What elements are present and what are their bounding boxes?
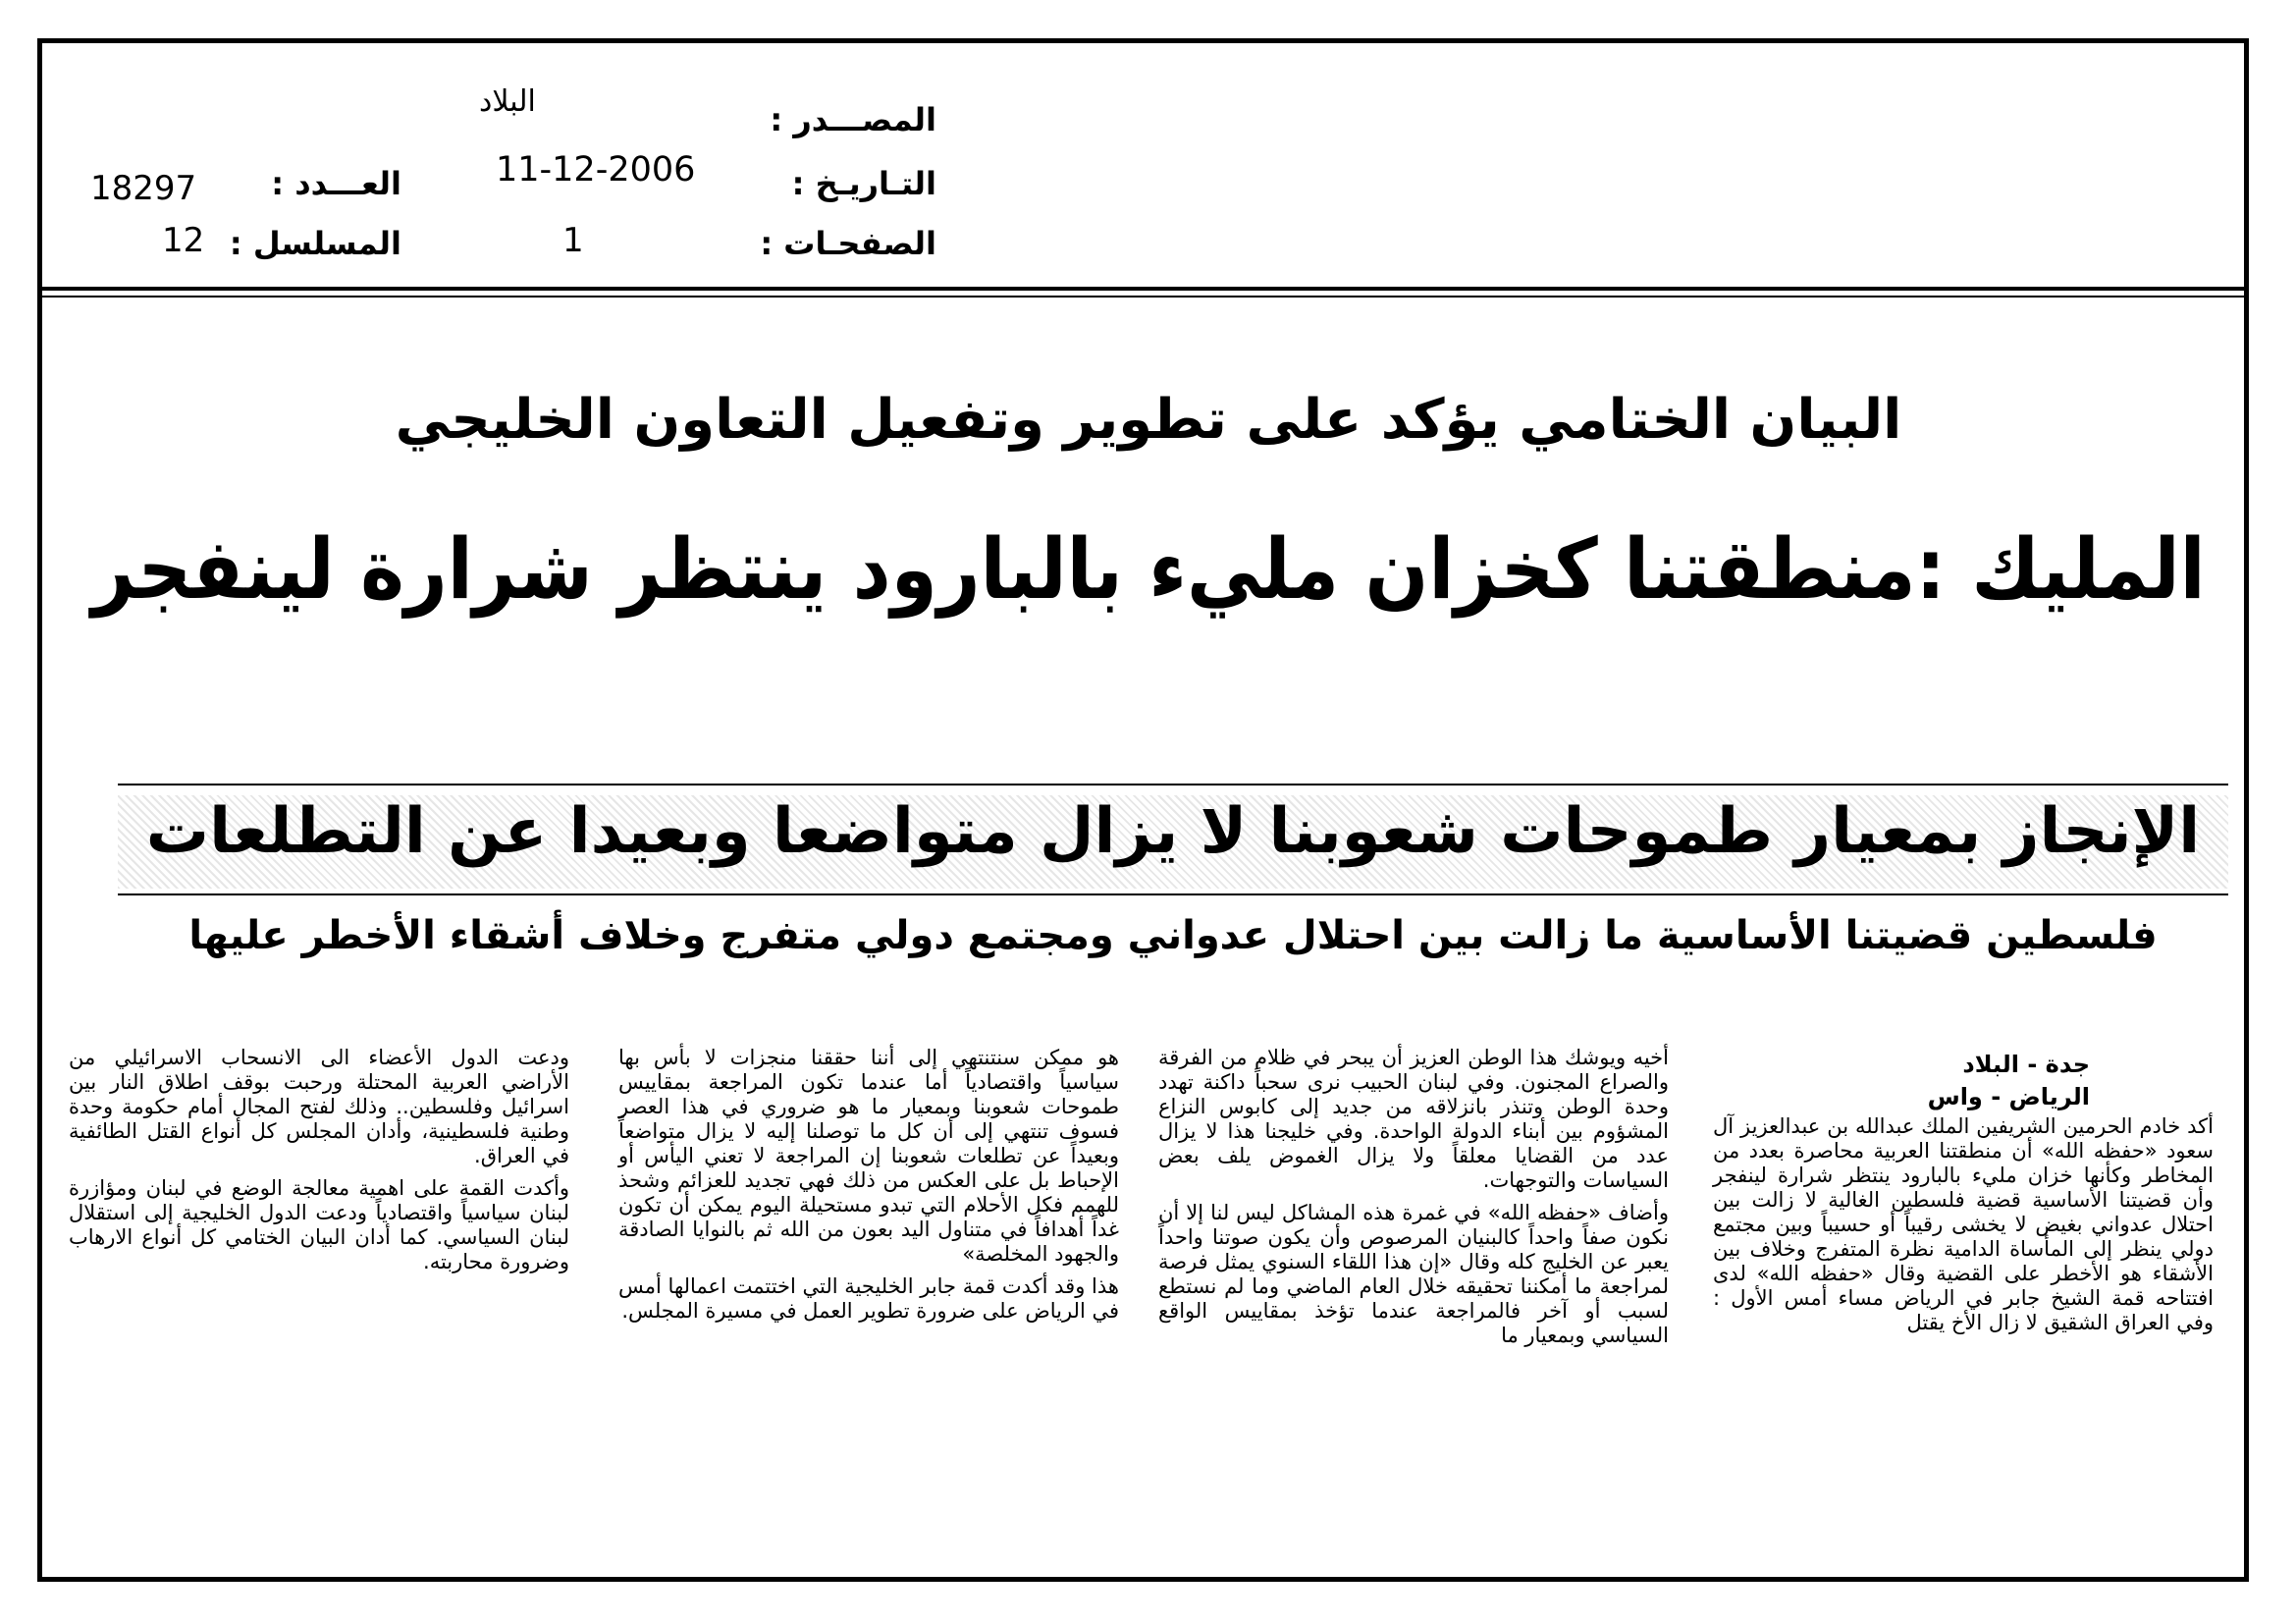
dateline-jeddah: جدة - البلاد bbox=[1962, 1051, 2090, 1078]
issue-value: 18297 bbox=[90, 169, 197, 208]
article-column-3 bbox=[618, 1046, 1119, 1324]
col4-paragraph-2: وأكدت القمة على اهمية معالجة الوضع في لبنان ومؤازرة لبنان سياسياً واقتصادياً ودعت الدول الخليجية إلى استقلال لبنان السياسي. كما أدان البيان الختامي كل أنواع الارهاب وضرورة محاربته. bbox=[69, 1176, 569, 1273]
header-divider bbox=[37, 287, 2249, 298]
date-label: التـاريـخ : bbox=[791, 165, 936, 202]
issue-label: العـــدد : bbox=[271, 165, 401, 202]
col2-paragraph-2: وأضاف «حفظه الله» في غمرة هذه المشاكل ليس لنا إلا أن نكون صفاً واحداً كالبنيان المرصوص وأن يكون صوتنا واحداً يعبر عن الخليج كله وقال «إن هذا اللقاء السنوي يمثل فرصة لمراجعة ما أمكننا تحقيقه خلال العام الماضي وما لم نستطع لسبب أو آخر فالمراجعة عندما تؤخذ بمقاييس الواقع السياسي وبمعيار ما bbox=[1158, 1201, 1669, 1347]
headline-kicker: البيان الختامي يؤكد على تطوير وتفعيل التعاون الخليجي bbox=[395, 388, 1902, 452]
secondary-headline: فلسطين قضيتنا الأساسية ما زالت بين احتلال عدواني ومجتمع دولي متفرج وخلاف أشقاء الأخطر عليها bbox=[188, 913, 2158, 958]
article-column-2 bbox=[1158, 1046, 1669, 1348]
col3-paragraph-2: هذا وقد أكدت قمة جابر الخليجية التي اختتمت اعمالها أمس في الرياض على ضرورة تطوير العمل في مسيرة المجلس. bbox=[618, 1274, 1119, 1323]
dateline-riyadh: الرياض - واس bbox=[1927, 1083, 2090, 1110]
subheadline-bottom-rule bbox=[118, 893, 2228, 895]
source-label: المصـــدر : bbox=[770, 101, 936, 138]
main-headline: المليك :منطقتنا كخزان مليء بالبارود ينتظر شرارة لينفجر bbox=[91, 519, 2206, 619]
source-value: البلاد bbox=[479, 84, 536, 119]
pages-label: الصفحـات : bbox=[760, 225, 936, 262]
date-value: 11-12-2006 bbox=[496, 150, 696, 189]
serial-value: 12 bbox=[162, 221, 205, 260]
col1-paragraph: أكد خادم الحرمين الشريفين الملك عبدالله بن عبدالعزيز آل سعود «حفظه الله» أن منطقتنا العربية محاصرة بعدد من المخاطر وكأنها خزان مليء بالبارود ينتظر شرارة لينفجر وأن قضيتنا الأساسية قضية فلسطين الغالية لا زالت بين احتلال عدواني بغيض لا يخشى رقيباً أو حسيباً وبين مجتمع دولي ينظر إلى المأساة الدامية نظرة المتفرج وخلاف بين الأشقاء هو الأخطر على القضية وقال «حفظه الله» لدى افتتاحه قمة الشيخ جابر في الرياض مساء أمس الأول : وفي العراق الشقيق لا زال الأخ يقتل bbox=[1713, 1114, 2214, 1334]
col2-paragraph-1: أخيه ويوشك هذا الوطن العزيز أن يبحر في ظلام من الفرقة والصراع المجنون. وفي لبنان الحبيب نرى سحباً داكنة تهدد وحدة الوطن وتنذر بانزلاقه من جديد إلى كابوس النزاع المشؤوم بين أبناء الدولة الواحدة. وفي خليجنا هذا لا يزال عدد من القضايا معلقاً ولا يزال الغموض يلف بعض السياسات والتوجهات. bbox=[1158, 1046, 1669, 1192]
pages-value: 1 bbox=[562, 221, 584, 260]
serial-label: المسلسل : bbox=[229, 225, 401, 262]
col3-paragraph-1: هو ممكن سنتنتهي إلى أننا حققنا منجزات لا بأس بها سياسياً واقتصادياً أما عندما تكون المراجعة بمقاييس طموحات شعوبنا وبمعيار ما هو ضروري في هذا العصر فسوف تنتهي إلى أن كل ما توصلنا إليه لا يزال متواضعاً وبعيداً عن تطلعات شعوبنا إن المراجعة لا تعني اليأس أو الإحباط بل على العكس من ذلك فهي تجديد للعزائم وشحذ للهمم فكل الأحلام التي تبدو مستحيلة اليوم يمكن أن تكون غداً أهدافاً في متناول اليد بعون من الله ثم بالنوايا الصادقة والجهود المخلصة» bbox=[618, 1046, 1119, 1266]
col4-paragraph-1: ودعت الدول الأعضاء الى الانسحاب الاسرائيلي من الأراضي العربية المحتلة ورحبت بوقف اطلاق النار بين اسرائيل وفلسطين.. وذلك لفتح المجال أمام حكومة وحدة وطنية فلسطينية، وأدان المجلس كل أنواع القتل الطائفية في العراق. bbox=[69, 1046, 569, 1167]
article-column-1 bbox=[1713, 1114, 2214, 1335]
subheadline: الإنجاز بمعيار طموحات شعوبنا لا يزال متواضعا وبعيدا عن التطلعات bbox=[118, 795, 2228, 889]
subheadline-top-rule bbox=[118, 784, 2228, 785]
article-column-4 bbox=[69, 1046, 569, 1274]
